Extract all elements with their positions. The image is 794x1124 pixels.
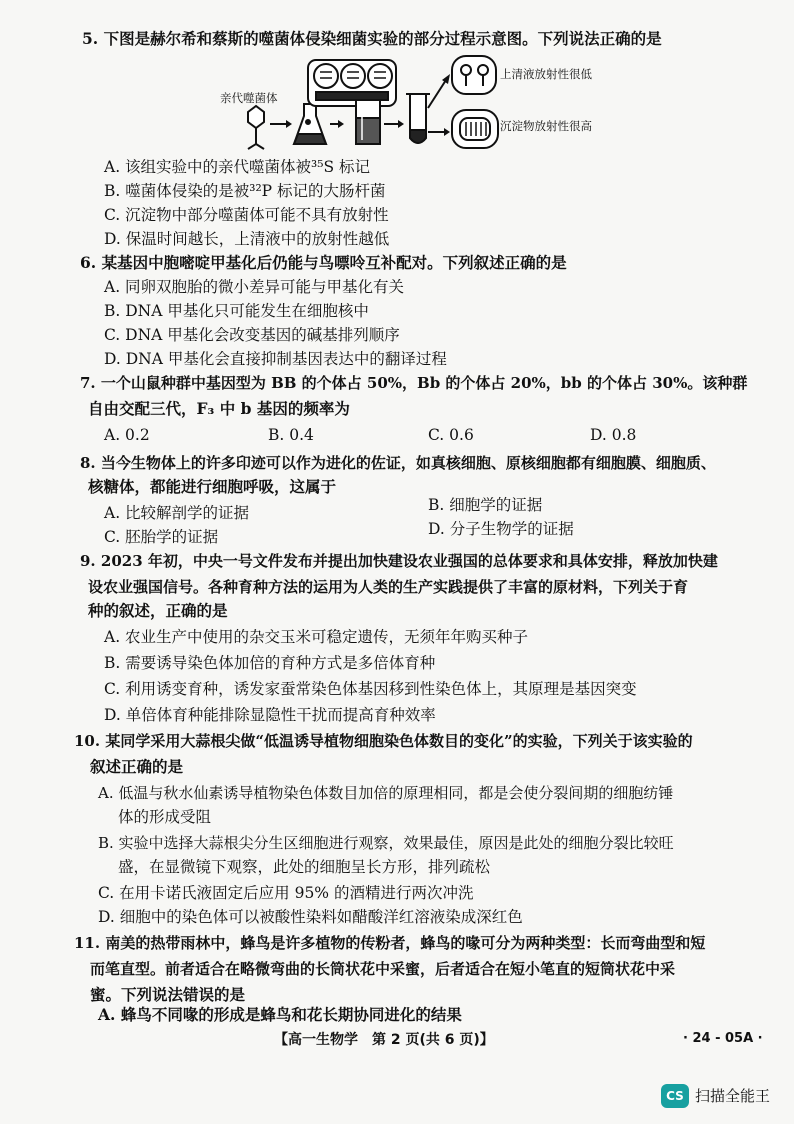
q8-stem-line-2: 核糖体，都能进行细胞呼吸，这属于 (88, 477, 337, 496)
q10-option-b-line-2: 盛，在显微镜下观察，此处的细胞呈长方形，排列疏松 (118, 858, 491, 876)
page-footer: 【高一生物学 第 2 页(共 6 页)】 (274, 1032, 494, 1048)
q6-option-a: A. 同卵双胞胎的微小差异可能与甲基化有关 (104, 278, 405, 296)
q11-option-a: A. 蜂鸟不同喙的形成是蜂鸟和花长期协同进化的结果 (98, 1005, 462, 1024)
q10-option-a-line-1: A. 低温与秋水仙素诱导植物染色体数目加倍的原理相同，都是会使分裂间期的细胞纺锤 (98, 784, 674, 802)
q7-stem-line-2: 自由交配三代，F₃ 中 b 基因的频率为 (88, 399, 350, 418)
q10-option-a-line-2: 体的形成受阻 (118, 808, 212, 826)
q8-option-c: C. 胚胎学的证据 (104, 528, 219, 546)
camscanner-logo-icon: CS (661, 1084, 689, 1108)
q10-option-b-line-1: B. 实验中选择大蒜根尖分生区细胞进行观察，效果最佳，原因是此处的细胞分裂比较旺 (98, 834, 674, 852)
q6-option-b: B. DNA 甲基化只可能发生在细胞核中 (104, 302, 369, 320)
q7-option-b: B. 0.4 (268, 426, 314, 444)
phage-diagram-svg (208, 52, 748, 150)
parent-phage-label: 亲代噬菌体 (220, 91, 278, 105)
q5-stem: 5. 下图是赫尔希和蔡斯的噬菌体侵染细菌实验的部分过程示意图。下列说法正确的是 (82, 29, 662, 48)
q9-option-b: B. 需要诱导染色体加倍的育种方式是多倍体育种 (104, 654, 436, 672)
q9-option-d: D. 单倍体育种能排除显隐性干扰而提高育种效率 (104, 706, 436, 724)
parent-phage-icon (248, 106, 264, 149)
q10-stem-line-2: 叙述正确的是 (90, 757, 184, 776)
beaker-icon (356, 100, 380, 144)
flask-icon (294, 104, 326, 144)
q11-stem-line-1: 11. 南美的热带雨林中，蜂鸟是许多植物的传粉者，蜂鸟的喙可分为两种类型：长而弯曲型和短 (74, 934, 706, 952)
infection-box-icon (308, 60, 396, 106)
phage-experiment-diagram (208, 52, 748, 150)
q5-option-c: C. 沉淀物中部分噬菌体可能不具有放射性 (104, 206, 389, 224)
q10-option-d: D. 细胞中的染色体可以被酸性染料如醋酸洋红溶液染成深红色 (98, 908, 523, 926)
q9-option-a: A. 农业生产中使用的杂交玉米可稳定遗传，无须年年购买种子 (104, 628, 529, 646)
q7-stem-line-1: 7. 一个山鼠种群中基因型为 BB 的个体占 50%，Bb 的个体占 20%，bb 的个体占 30%。该种群 (80, 374, 748, 392)
q7-option-d: D. 0.8 (590, 426, 637, 444)
arrow-up-icon (428, 80, 446, 108)
q8-option-d: D. 分子生物学的证据 (428, 520, 574, 538)
q10-stem-line-1: 10. 某同学采用大蒜根尖做“低温诱导植物细胞染色体数目的变化”的实验，下列关于该实验的 (74, 732, 693, 750)
supernatant-label: 上清液放射性很低 (500, 67, 592, 81)
q11-stem-line-2: 而笔直型。前者适合在略微弯曲的长筒状花中采蜜，后者适合在短小笔直的短筒状花中采 (90, 960, 676, 978)
q8-stem-line-1: 8. 当今生物体上的许多印迹可以作为进化的佐证，如真核细胞、原核细胞都有细胞膜、细胞质、 (80, 454, 716, 472)
q10-option-c: C. 在用卡诺氏液固定后应用 95% 的酒精进行两次冲洗 (98, 884, 474, 902)
q9-stem-line-1: 9. 2023 年初，中央一号文件发布并提出加快建设农业强国的总体要求和具体安排，释放加快建 (80, 552, 718, 570)
q9-option-c: C. 利用诱变育种，诱发家蚕常染色体基因移到性染色体上，其原理是基因突变 (104, 680, 637, 698)
q6-option-d: D. DNA 甲基化会直接抑制基因表达中的翻译过程 (104, 350, 447, 368)
centrifuge-tube-icon (406, 94, 430, 143)
q6-option-c: C. DNA 甲基化会改变基因的碱基排列顺序 (104, 326, 400, 344)
camscanner-watermark: 扫描全能王 (695, 1087, 771, 1105)
q9-stem-line-2: 设农业强国信号。各种育种方法的运用为人类的生产实践提供了丰富的原材料，下列关于育 (88, 578, 689, 596)
sediment-bacteria-icon (452, 110, 498, 148)
q11-stem-line-3: 蜜。下列说法错误的是 (90, 985, 246, 1004)
supernatant-phages-icon (452, 56, 496, 94)
sediment-label: 沉淀物放射性很高 (500, 119, 592, 133)
q5-option-a: A. 该组实验中的亲代噬菌体被³⁵S 标记 (104, 158, 371, 176)
exam-code: · 24 - 05A · (683, 1031, 763, 1046)
q9-stem-line-3: 种的叙述，正确的是 (88, 601, 228, 620)
q8-option-a: A. 比较解剖学的证据 (104, 504, 250, 522)
q8-option-b: B. 细胞学的证据 (428, 496, 543, 514)
q7-option-a: A. 0.2 (104, 426, 150, 444)
q5-option-b: B. 噬菌体侵染的是被³²P 标记的大肠杆菌 (104, 182, 386, 200)
q5-option-d: D. 保温时间越长，上清液中的放射性越低 (104, 230, 390, 248)
q6-stem: 6. 某基因中胞嘧啶甲基化后仍能与鸟嘌呤互补配对。下列叙述正确的是 (80, 253, 567, 272)
q7-option-c: C. 0.6 (428, 426, 474, 444)
